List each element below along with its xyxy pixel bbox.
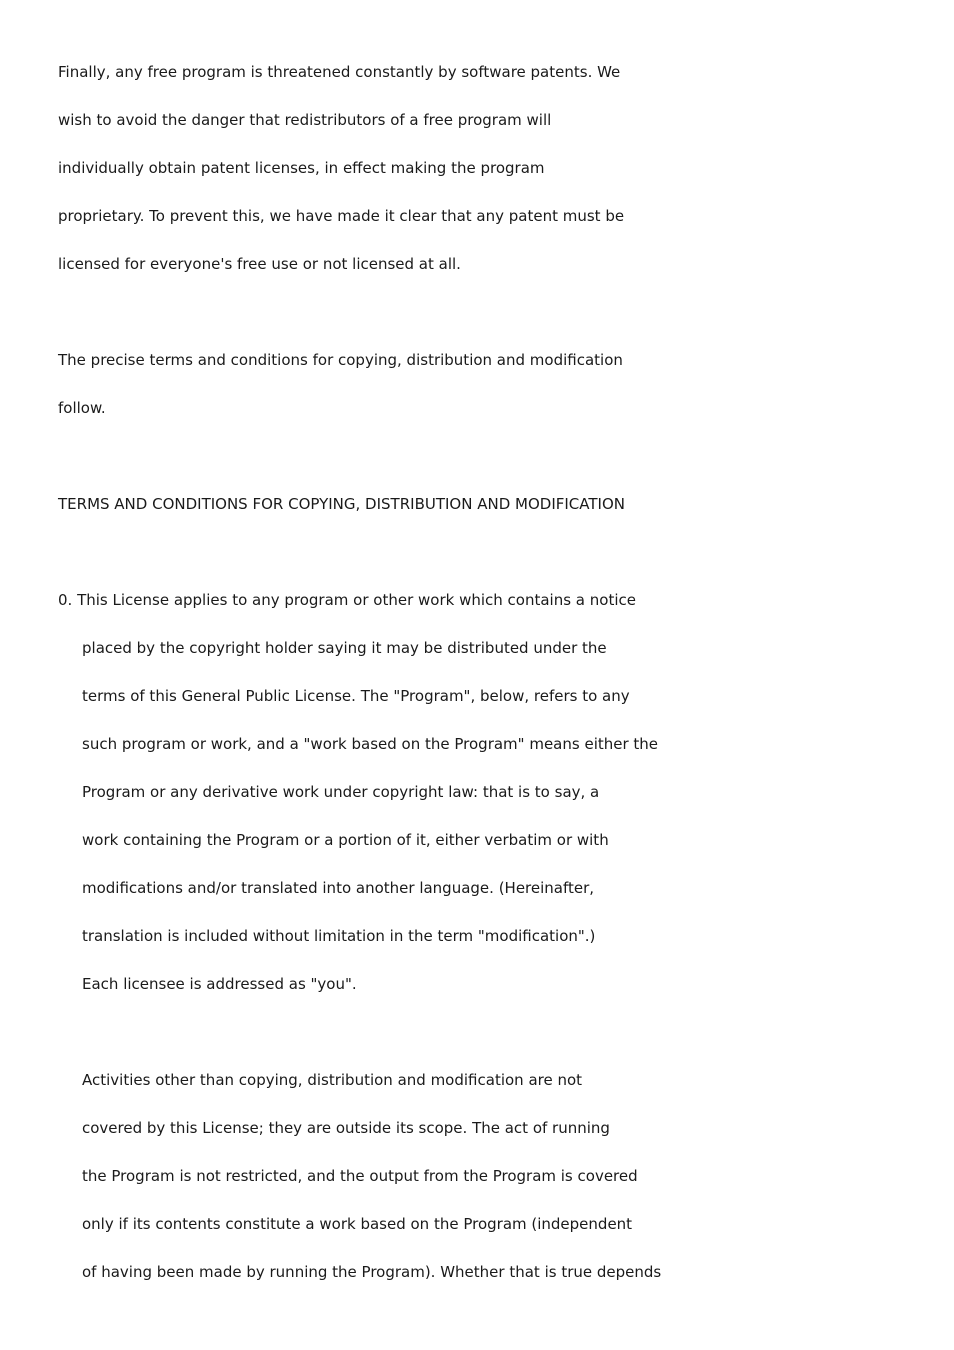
paragraph-gap (58, 1022, 918, 1070)
text-line: of having been made by running the Program). Whether that is true depends (82, 1263, 662, 1281)
text-line: The precise terms and conditions for copying, distribution and modification (58, 351, 623, 369)
section-heading: TERMS AND CONDITIONS FOR COPYING, DISTRIBUTION AND MODIFICATION (58, 495, 625, 513)
text-line: wish to avoid the danger that redistributors of a free program will (58, 111, 552, 129)
document-page (58, 62, 918, 1310)
paragraph-terms-follow (58, 350, 918, 446)
text-line: placed by the copyright holder saying it may be distributed under the (82, 639, 607, 657)
paragraph-gap (58, 302, 918, 350)
text-line: individually obtain patent licenses, in effect making the program (58, 159, 545, 177)
text-line: follow. (58, 399, 106, 417)
text-line: 0. This License applies to any program or other work which contains a notice (58, 591, 636, 609)
text-line: translation is included without limitation in the term "modification".) (82, 927, 596, 945)
text-line: Finally, any free program is threatened constantly by software patents. We (58, 63, 621, 81)
paragraph-patents (58, 62, 918, 302)
text-line: Activities other than copying, distribution and modification are not (82, 1071, 583, 1089)
text-line: licensed for everyone's free use or not licensed at all. (58, 255, 461, 273)
text-line: covered by this License; they are outside its scope. The act of running (82, 1119, 610, 1137)
text-line: terms of this General Public License. The "Program", below, refers to any (82, 687, 630, 705)
text-line: modifications and/or translated into another language. (Hereinafter, (82, 879, 595, 897)
text-line: work containing the Program or a portion of it, either verbatim or with (82, 831, 609, 849)
text-line: Each licensee is addressed as "you". (82, 975, 357, 993)
text-line: the Program is not restricted, and the output from the Program is covered (82, 1167, 638, 1185)
section-0-paragraph-2 (58, 1070, 918, 1310)
text-line: such program or work, and a "work based on the Program" means either the (82, 735, 659, 753)
text-line: Program or any derivative work under copyright law: that is to say, a (82, 783, 600, 801)
text-line: proprietary. To prevent this, we have made it clear that any patent must be (58, 207, 625, 225)
paragraph-gap (58, 542, 918, 590)
paragraph-gap (58, 446, 918, 494)
section-0 (58, 590, 918, 1022)
text-line: only if its contents constitute a work based on the Program (independent (82, 1215, 633, 1233)
